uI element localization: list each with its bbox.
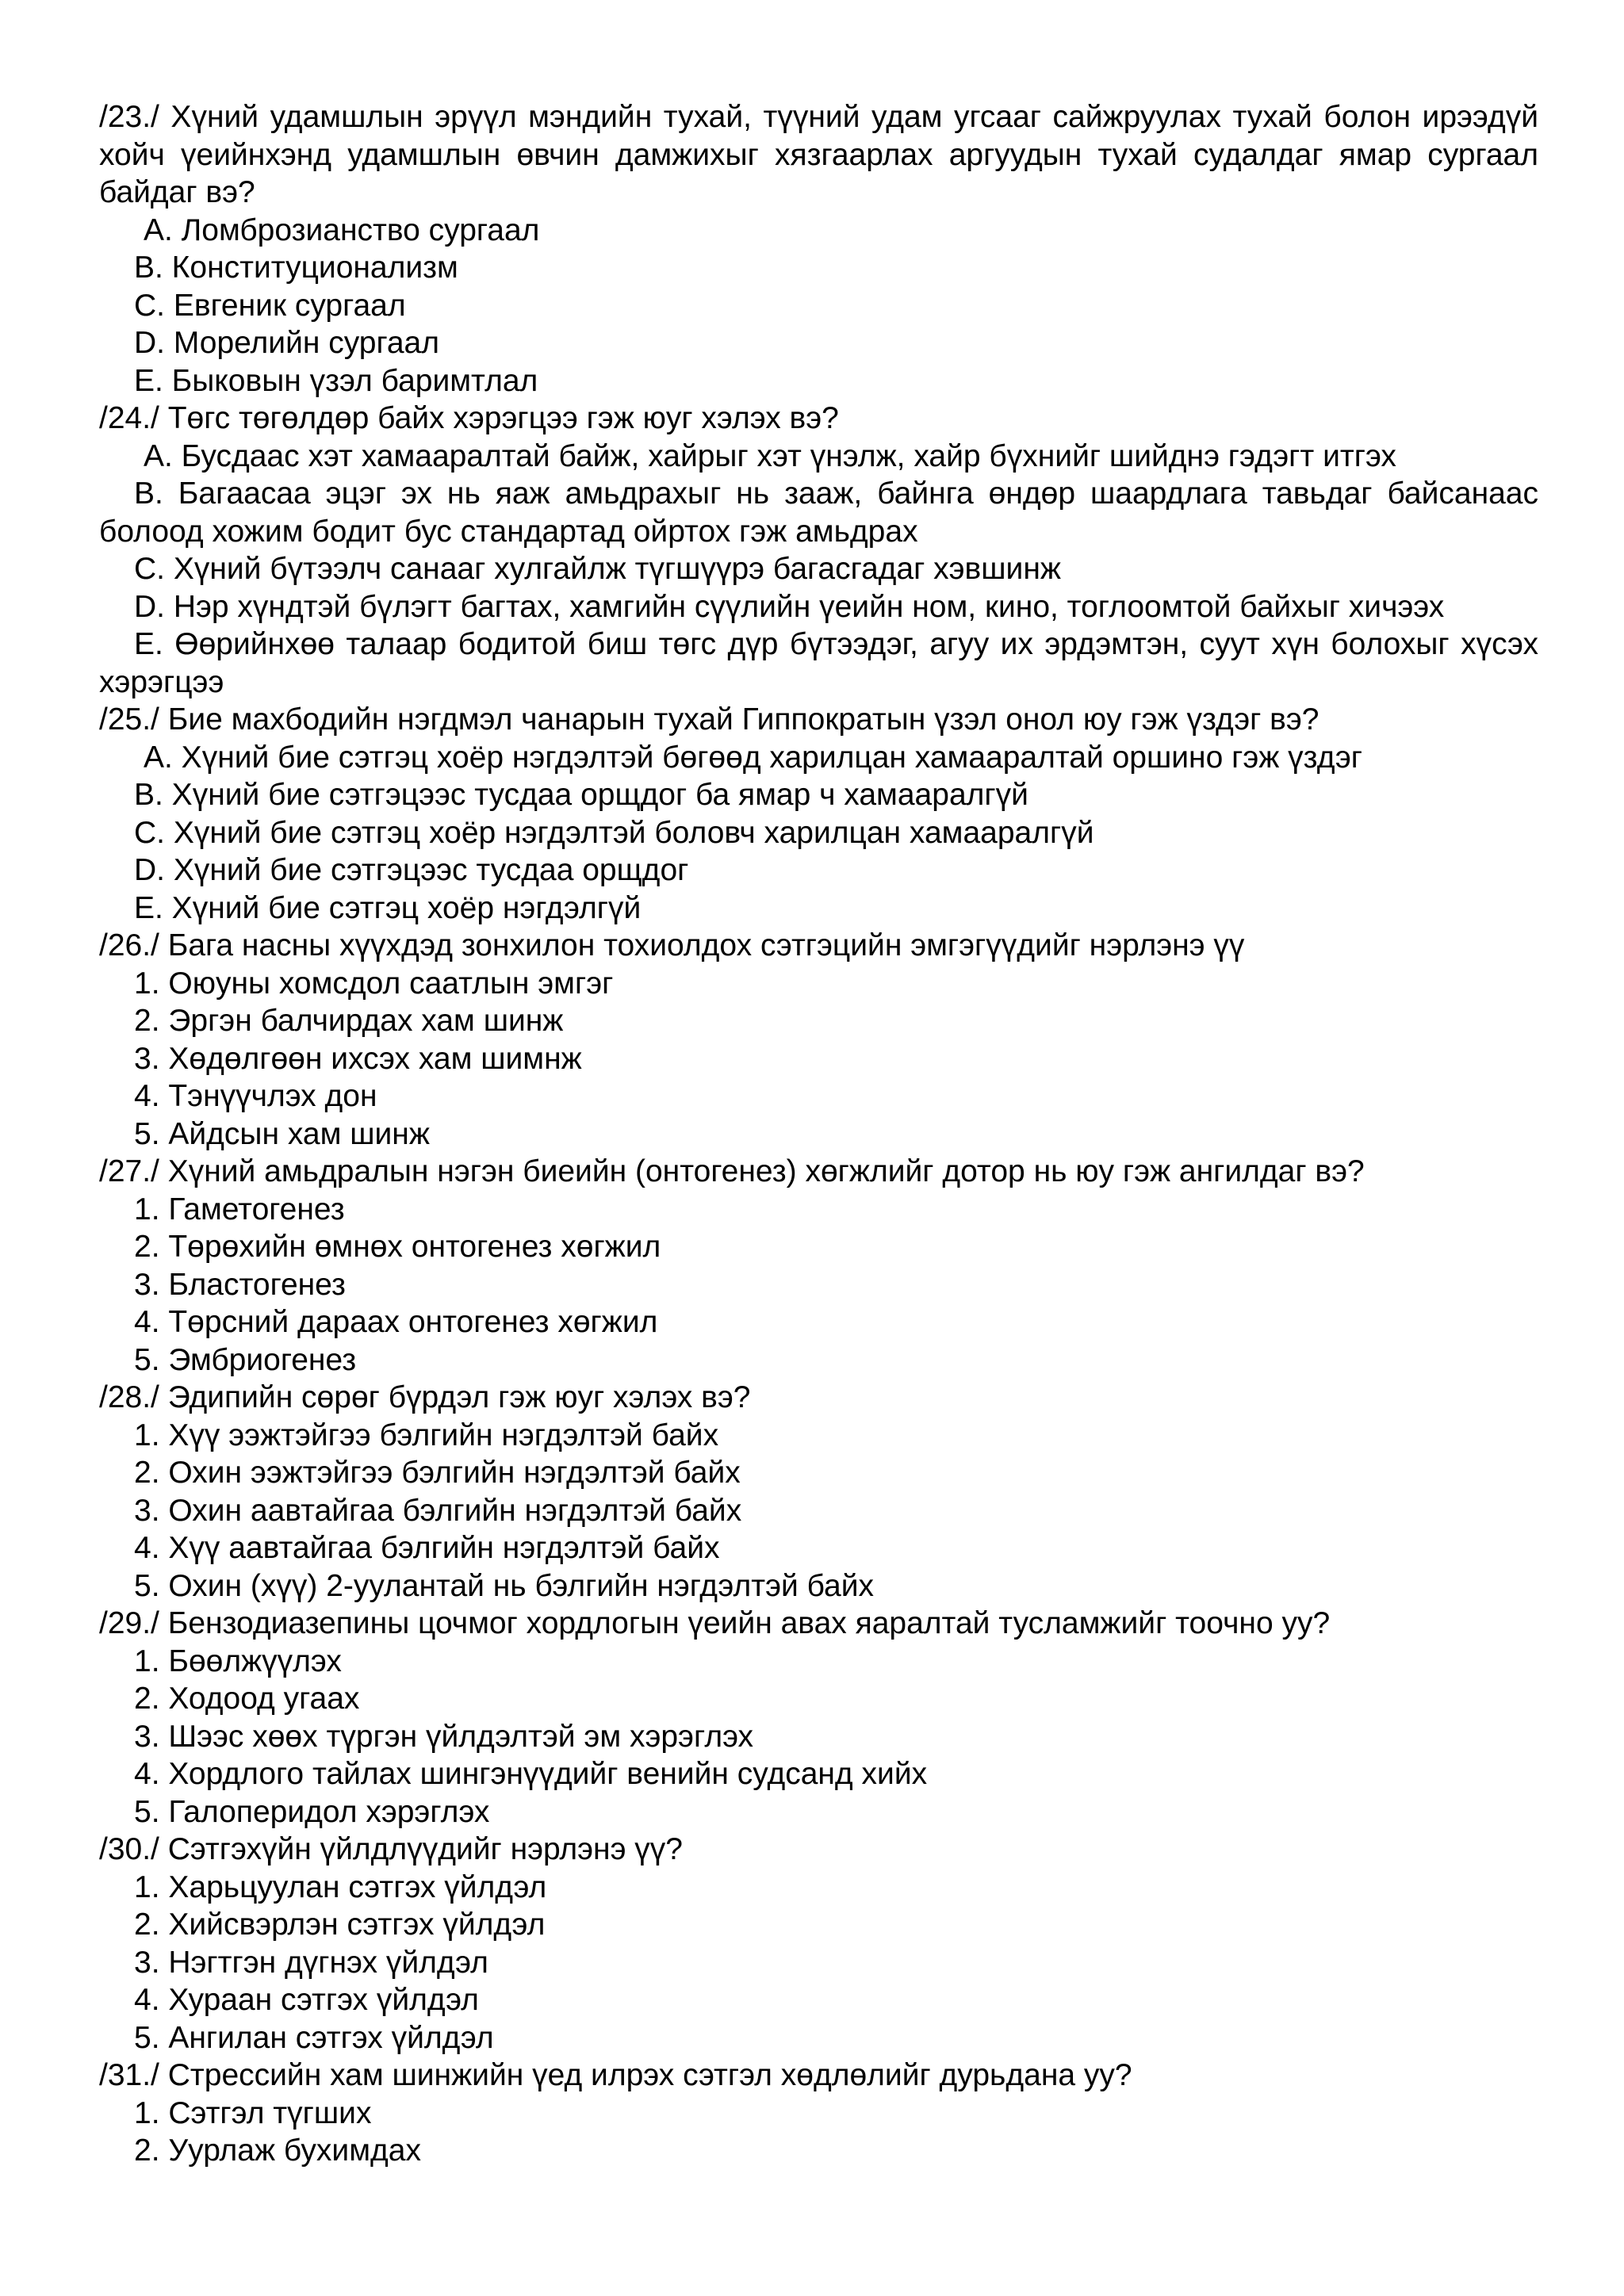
question-text: /25./ Бие махбодийн нэгдмэл чанарын тухай Гиппократын үзэл онол юу гэж үздэг вэ? <box>99 702 1320 737</box>
answer-option: 4. Тэнүүчлэх дон <box>134 1079 377 1113</box>
question-text: /31./ Стрессийн хам шинжийн үед илрэх сэтгэл хөдлөлийг дурьдана уу? <box>99 2058 1132 2092</box>
answer-option: C. Евгеник сургаал <box>134 288 406 323</box>
answer-option: 4. Хүү аавтайгаа бэлгийн нэгдэлтэй байх <box>134 1531 720 1565</box>
answer-option: 2. Ходоод угаах <box>134 1682 360 1716</box>
answer-option: 3. Охин аавтайгаа бэлгийн нэгдэлтэй байх <box>134 1493 742 1528</box>
answer-option: 1. Оюуны хомсдол саатлын эмгэг <box>134 966 614 1001</box>
question-block <box>99 1605 1538 1831</box>
answer-option: E. Быковын үзэл баримтлал <box>134 363 538 398</box>
answer-option: 5. Айдсын хам шинж <box>134 1116 430 1151</box>
question-block <box>99 2057 1538 2170</box>
answer-option: C. Хүний бүтээлч санааг хулгайлж түгшүүрэ багасгадаг хэвшинж <box>134 552 1061 586</box>
answer-option: 5. Эмбриогенез <box>134 1342 357 1377</box>
answer-option: 3. Нэгтгэн дүгнэх үйлдэл <box>134 1945 488 1980</box>
question-block <box>99 1153 1538 1379</box>
answer-option: 2. Хийсвэрлэн сэтгэх үйлдэл <box>134 1908 546 1942</box>
question-text: /30./ Сэтгэхүйн үйлдлүүдийг нэрлэнэ үү? <box>99 1832 683 1866</box>
answer-option: B. Багаасаа эцэг эх нь яаж амьдрахыг нь зааж, байнга өндөр шаардлага тавьдаг байсанаас болоод хожим бодит бус стандартад ойртох гэж амьдрах <box>99 476 1538 549</box>
answer-option: D. Нэр хүндтэй бүлэгт багтах, хамгийн сүүлийн үеийн ном, кино, тоглоомтой байхыг хичээх <box>134 589 1445 624</box>
answer-option: A. Бусдаас хэт хамааралтай байж, хайрыг хэт үнэлж, хайр бүхнийг шийднэ гэдэгт итгэх <box>144 438 1396 473</box>
answer-option: 1. Сэтгэл түгших <box>134 2095 372 2130</box>
answer-option: B. Конституционализм <box>134 251 458 285</box>
question-text: /29./ Бензодиазепины цочмог хордлогын үеийн авах яаралтай тусламжийг тоочно уу? <box>99 1606 1331 1640</box>
question-text: /23./ Хүний удамшлын эрүүл мэндийн тухай, түүний удам угсааг сайжруулах тухай болон ирээдүй хойч үеийнхэнд удамшлын өвчин дамжихыг хязгаарлах аргуудын тухай судалдаг ямар сургаал байдаг вэ? <box>99 100 1538 209</box>
answer-option: 4. Төрсний дараах онтогенез хөгжил <box>134 1305 658 1339</box>
answer-option: 5. Ангилан сэтгэх үйлдэл <box>134 2020 494 2055</box>
answer-option: 2. Охин ээжтэйгээ бэлгийн нэгдэлтэй байх <box>134 1456 741 1490</box>
answer-option: D. Морелийн сургаал <box>134 326 439 360</box>
answer-option: 3. Шээс хөөх түргэн үйлдэлтэй эм хэрэглэх <box>134 1719 754 1754</box>
answer-option: 1. Харьцуулан сэтгэх үйлдэл <box>134 1869 547 1904</box>
answer-option: 1. Бөөлжүүлэх <box>134 1644 342 1678</box>
question-block <box>99 1379 1538 1605</box>
answer-option: A. Ломброзианство сургаал <box>144 212 540 247</box>
answer-option: 2. Уурлаж бухимдах <box>134 2133 421 2168</box>
document-page <box>99 98 1538 2170</box>
answer-option: E. Өөрийнхөө талаар бодитой биш төгс дүр бүтээдэг, агуу их эрдэмтэн, суут хүн болохыг хүсэх хэрэгцээ <box>99 627 1538 699</box>
question-text: /28./ Эдипийн сөрөг бүрдэл гэж юуг хэлэх вэ? <box>99 1380 751 1414</box>
answer-option: 1. Хүү ээжтэйгээ бэлгийн нэгдэлтэй байх <box>134 1418 719 1452</box>
answer-option: 4. Хураан сэтгэх үйлдэл <box>134 1983 479 2017</box>
answer-option: 5. Галоперидол хэрэглэх <box>134 1794 490 1829</box>
answer-option: 5. Охин (хүү) 2-уулантай нь бэлгийн нэгдэлтэй байх <box>134 1568 875 1603</box>
answer-option: 1. Гаметогенез <box>134 1192 345 1226</box>
question-block <box>99 1831 1538 2057</box>
question-block <box>99 927 1538 1153</box>
question-text: /26./ Бага насны хүүхдэд зонхилон тохиолдох сэтгэцийн эмгэгүүдийг нэрлэнэ үү <box>99 928 1245 962</box>
question-block <box>99 400 1538 701</box>
question-text: /27./ Хүний амьдралын нэгэн биеийн (онтогенез) хөгжлийг дотор нь юу гэж ангилдаг вэ? <box>99 1154 1365 1188</box>
question-block <box>99 98 1538 400</box>
answer-option: 4. Хордлого тайлах шингэнүүдийг венийн судсанд хийх <box>134 1757 928 1791</box>
answer-option: 3. Бластогенез <box>134 1267 346 1302</box>
answer-option: 2. Төрөхийн өмнөх онтогенез хөгжил <box>134 1230 661 1264</box>
question-text: /24./ Төгс төгөлдөр байх хэрэгцээ гэж юуг хэлэх вэ? <box>99 401 839 435</box>
answer-option: A. Хүний бие сэтгэц хоёр нэгдэлтэй бөгөөд харилцан хамааралтай оршино гэж үздэг <box>144 740 1363 775</box>
answer-option: 2. Эргэн балчирдах хам шинж <box>134 1004 564 1038</box>
answer-option: C. Хүний бие сэтгэц хоёр нэгдэлтэй боловч харилцан хамааралгүй <box>134 815 1094 850</box>
answer-option: B. Хүний бие сэтгэцээс тусдаа орщдог ба ямар ч хамааралгүй <box>134 778 1028 812</box>
answer-option: D. Хүний бие сэтгэцээс тусдаа орщдог <box>134 853 689 887</box>
answer-option: E. Хүний бие сэтгэц хоёр нэгдэлгүй <box>134 890 642 925</box>
question-block <box>99 701 1538 927</box>
answer-option: 3. Хөдөлгөөн ихсэх хам шимнж <box>134 1041 582 1076</box>
